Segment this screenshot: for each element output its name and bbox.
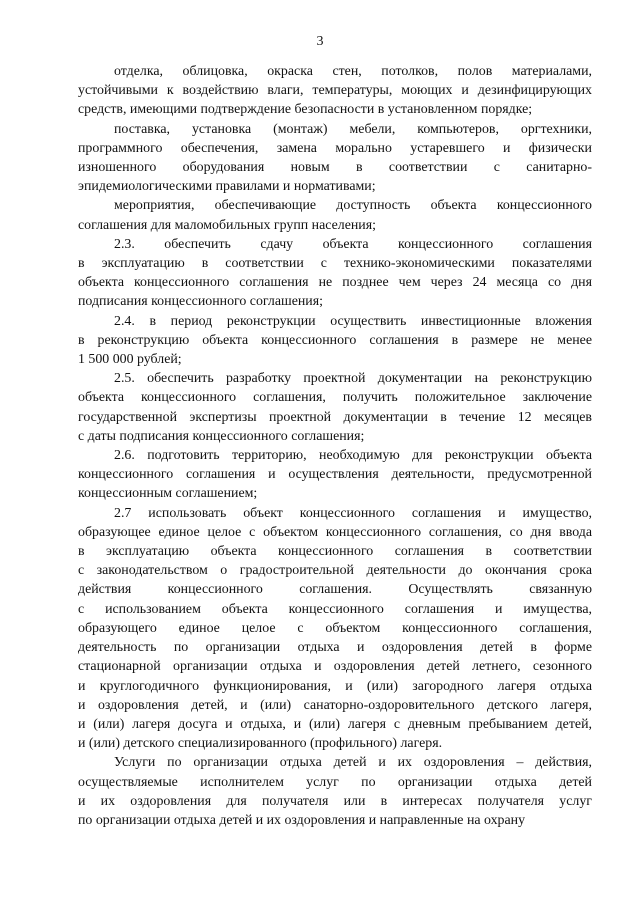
paragraph — [78, 120, 592, 197]
text-line: соглашения для маломобильных групп населения; — [78, 217, 376, 233]
paragraph — [78, 235, 592, 312]
paragraph — [78, 753, 592, 830]
text-line: действия концессионного соглашения. Осуществлять связанную — [78, 582, 592, 598]
text-line: изношенного оборудования новым в соответствии с санитарно- — [78, 160, 592, 176]
text-line: в эксплуатацию в соответствии с технико-экономическими показателями — [78, 256, 592, 272]
text-line: образующее единое целое с объектом концессионного соглашения, со дня ввода — [78, 524, 592, 540]
text-line: и (или) детского специализированного (профильного) лагеря. — [78, 736, 443, 752]
text-line: в реконструкцию объекта концессионного соглашения в размере не менее — [78, 332, 592, 348]
text-line: и (или) лагеря досуга и отдыха, и (или) лагеря с дневным пребыванием детей, — [78, 716, 592, 732]
text-line: с законодательством о градостроительной деятельности до окончания срока — [78, 563, 592, 579]
paragraph — [78, 312, 592, 370]
text-line: 2.4. в период реконструкции осуществить инвестиционные вложения — [114, 313, 592, 329]
text-line: по организации отдыха детей и их оздоровления и направленные на охрану — [78, 812, 526, 828]
text-line: осуществляемые исполнителем услуг по организации отдыха детей — [78, 774, 592, 790]
text-line: Услуги по организации отдыха детей и их оздоровления – действия, — [114, 755, 592, 771]
paragraph — [78, 504, 592, 754]
paragraph — [78, 62, 592, 120]
text-line: и их оздоровления для получателя или в интересах получателя услуг — [78, 793, 592, 809]
text-line: государственной экспертизы проектной документации в течение 12 месяцев — [78, 409, 592, 425]
text-line: и круглогодичного функционирования, и (или) загородного лагеря отдыха — [78, 678, 592, 694]
page-number: 3 — [316, 34, 324, 49]
text-line: 2.5. обеспечить разработку проектной документации на реконструкцию — [114, 371, 592, 387]
text-line: объекта концессионного соглашения не позднее чем через 24 месяца со дня — [78, 275, 592, 291]
text-line: устойчивыми к воздействию влаги, температуры, моющих и дезинфицирующих — [78, 83, 592, 99]
text-line: отделка, облицовка, окраска стен, потолков, полов материалами, — [114, 64, 592, 79]
text-line: программного обеспечения, замена морально устаревшего и физически — [78, 140, 592, 156]
text-line: деятельность по организации отдыха и оздоровления детей в форме — [78, 640, 592, 656]
text-line: стационарной организации отдыха и оздоровления детей летнего, сезонного — [78, 659, 592, 675]
text-line: объекта концессионного соглашения, получить положительное заключение — [78, 390, 592, 406]
text-line: 2.6. подготовить территорию, необходимую для реконструкции объекта — [114, 448, 592, 464]
paragraph — [78, 446, 592, 504]
text-line: в эксплуатацию объекта концессионного соглашения в соответствии — [78, 544, 592, 560]
text-line: поставка, установка (монтаж) мебели, компьютеров, оргтехники, — [114, 121, 592, 137]
text-line: с использованием объекта концессионного соглашения и имущества, — [78, 601, 592, 617]
paragraph — [78, 369, 592, 446]
text-line: 2.7 использовать объект концессионного соглашения и имущество, — [114, 505, 592, 521]
text-line: средств, имеющими подтверждение безопасности в установленном порядке; — [78, 102, 533, 118]
text-line: эпидемиологическими правилами и нормативами; — [78, 179, 376, 195]
document-body — [78, 62, 592, 830]
text-line: концессионным соглашением; — [78, 486, 258, 502]
text-line: мероприятия, обеспечивающие доступность объекта концессионного — [114, 198, 592, 214]
paragraph — [78, 196, 592, 234]
text-line: 2.3. обеспечить сдачу объекта концессионного соглашения — [114, 236, 592, 252]
text-line: и оздоровления детей, и (или) санаторно-оздоровительного детского лагеря, — [78, 697, 592, 713]
text-line: подписания концессионного соглашения; — [78, 294, 323, 310]
text-line: концессионного соглашения и осуществления деятельности, предусмотренной — [78, 467, 592, 483]
text-line: 1 500 000 рублей; — [78, 352, 182, 368]
text-line: с даты подписания концессионного соглашения; — [78, 428, 365, 444]
text-line: образующего единое целое с объектом концессионного соглашения, — [78, 620, 592, 636]
